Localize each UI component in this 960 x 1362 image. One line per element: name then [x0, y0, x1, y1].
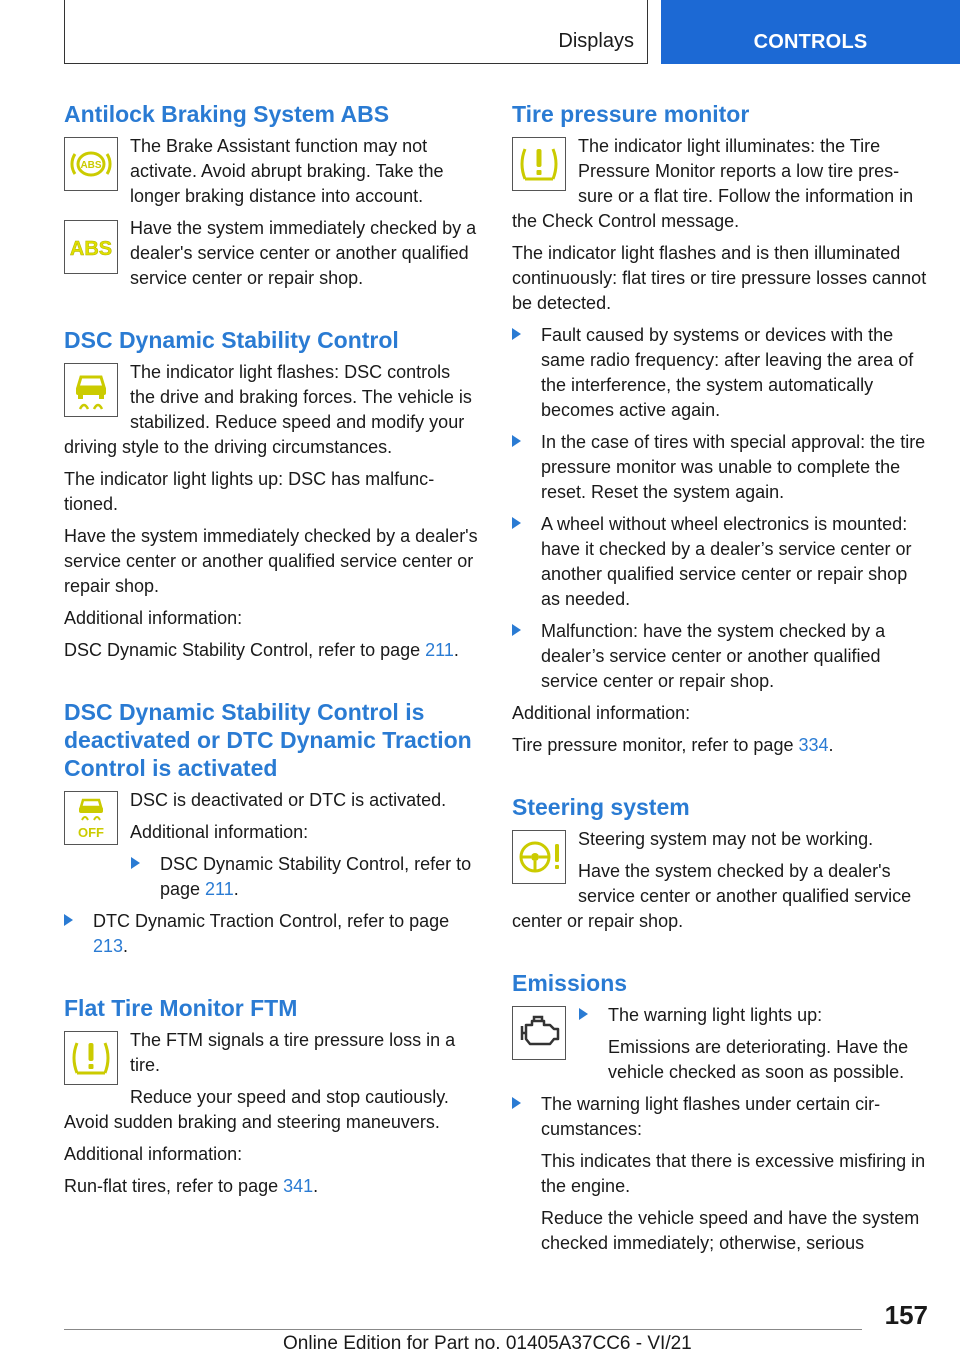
- steering-paragraph-2: Have the system checked by a dealer's service center or another qualified service center or repair shop.: [512, 861, 912, 931]
- car-skid-off-icon: [64, 791, 118, 845]
- page-number: 157: [884, 1300, 928, 1330]
- steering-heading: Steering system: [512, 794, 690, 820]
- bullet-triangle-icon: [512, 328, 521, 340]
- ftm-reference: Run-flat tires, refer to page 341.: [64, 1176, 319, 1196]
- dsc-additional-info: Additional information:: [64, 608, 243, 628]
- ftm-paragraph-2: Reduce your speed and stop cautiously. Avoid sudden braking and steering maneuvers.: [64, 1087, 449, 1132]
- ftm-page-link[interactable]: 341: [283, 1176, 314, 1196]
- dsc-off-additional-info: Additional information:: [130, 822, 309, 842]
- ftm-paragraph-1: The FTM signals a tire pressure loss in a tire.: [130, 1030, 456, 1075]
- abs-paragraph-1: The Brake Assistant function may not activate. Avoid abrupt braking. Take the longer braking distance into account.: [130, 136, 444, 206]
- dsc-paragraph-2: The indicator light lights up: DSC has malfunctioned.: [64, 469, 435, 514]
- abs-circle-warning-icon: [64, 137, 118, 191]
- bullet-triangle-icon: [512, 435, 521, 447]
- emissions-bullet-1: The warning light lights up:: [579, 1003, 928, 1028]
- abs-heading: Antilock Braking System ABS: [64, 101, 390, 127]
- dsc-off-bullet-1: DSC Dynamic Stability Control, refer to page 211.: [131, 852, 478, 902]
- bullet-triangle-icon: [512, 517, 521, 529]
- steering-paragraph-1: Steering system may not be working.: [578, 829, 874, 849]
- car-skid-icon: [64, 363, 118, 417]
- bullet-triangle-icon: [512, 1097, 521, 1109]
- footer-edition: Online Edition for Part no. 01405A37CC6 - VI/21: [283, 1333, 692, 1354]
- engine-icon: [512, 1006, 566, 1060]
- tpm-bullet-2: In the case of tires with special approval: the tire pressure monitor was unable to complete the reset. Reset the system again.: [512, 430, 928, 505]
- header-section-title: Displays: [558, 30, 634, 52]
- bullet-triangle-icon: [579, 1008, 588, 1020]
- dsc-off-page-link-1[interactable]: 211: [205, 879, 234, 899]
- tpm-additional-info: Additional information:: [512, 703, 691, 723]
- abs-text-icon: [64, 220, 118, 274]
- emissions-bullet-1-detail: Emissions are deteriorating. Have the vehicle checked as soon as possible.: [608, 1037, 909, 1082]
- dsc-off-paragraph-1: DSC is deactivated or DTC is activated.: [130, 790, 447, 810]
- svg-text:ABS: ABS: [69, 238, 113, 260]
- tpm-bullet-3: A wheel without wheel electronics is mounted: have it checked by a dealer’s service center or another qualified service center or repair shop as needed.: [512, 512, 928, 612]
- header-chapter-tab[interactable]: [661, 0, 960, 64]
- tpm-bullet-1: Fault caused by systems or devices with the same radio frequency: after leaving the area of the interference, the system automatically becomes active again.: [512, 323, 928, 423]
- dsc-heading: DSC Dynamic Stability Control: [64, 327, 399, 353]
- emissions-bullet-2: The warning light flashes under certain circumstances:: [512, 1092, 928, 1142]
- header-chapter-label: CONTROLS: [753, 31, 868, 53]
- dsc-reference: [64, 638, 478, 663]
- bullet-triangle-icon: [64, 914, 73, 926]
- dsc-paragraph-3: Have the system immediately checked by a dealer's service center or another qualified service center or repair shop.: [64, 526, 478, 596]
- dsc-page-link[interactable]: 211: [425, 640, 454, 660]
- steering-wheel-exclamation-icon: [512, 830, 566, 884]
- tpm-paragraph-1: The indicator light illuminates: the Tire Pressure Monitor reports a low tire pressure or a flat tire. Follow the information in the Check Control message.: [512, 136, 914, 231]
- footer-divider: [64, 1329, 862, 1330]
- tire-exclamation-icon: [64, 1031, 118, 1085]
- tpm-paragraph-2: The indicator light flashes and is then illuminated continuously: flat tires or tire pressure losses cannot be detected.: [512, 243, 927, 313]
- dsc-ref-end: .: [453, 640, 459, 660]
- tpm-reference: Tire pressure monitor, refer to page 334.: [512, 735, 834, 755]
- dsc-ref-text: DSC Dynamic Stability Control, refer to page: [64, 640, 426, 660]
- emissions-heading: Emissions: [512, 970, 628, 996]
- bullet-triangle-icon: [131, 857, 140, 869]
- abs-paragraph-2: Have the system immediately checked by a dealer's service center or another qualified service center or repair shop.: [130, 218, 477, 288]
- right-column: [512, 100, 928, 1263]
- ftm-additional-info: Additional information:: [64, 1144, 243, 1164]
- dsc-off-page-link-2[interactable]: 213: [93, 936, 124, 956]
- emissions-bullet-2-detail-2: Reduce the vehicle speed and have the system checked immediately; otherwise, serious: [541, 1208, 920, 1253]
- bullet-triangle-icon: [512, 624, 521, 636]
- ftm-heading: Flat Tire Monitor FTM: [64, 995, 298, 1021]
- tire-exclamation-icon: [512, 137, 566, 191]
- dsc-off-bullet-2: DTC Dynamic Traction Control, refer to page 213.: [64, 909, 478, 959]
- dsc-paragraph-1: The indicator light flashes: DSC controls the drive and braking forces. The vehicle is stabilized. Reduce speed and modify your driving style to the driving circumstances.: [64, 362, 472, 457]
- tpm-heading: Tire pressure monitor: [512, 101, 750, 127]
- dsc-off-heading: DSC Dynamic Stability Control is deactivated or DTC Dynamic Traction Control is activated: [64, 699, 472, 781]
- tpm-bullet-4: Malfunction: have the system checked by a dealer’s service center or another qualified service center or repair shop.: [512, 619, 928, 694]
- tpm-page-link[interactable]: 334: [798, 735, 829, 755]
- off-label: OFF: [78, 825, 104, 840]
- svg-text:ABS: ABS: [80, 160, 102, 171]
- left-column: [64, 100, 478, 1206]
- emissions-bullet-2-detail-1: This indicates that there is excessive misfiring in the engine.: [541, 1151, 926, 1196]
